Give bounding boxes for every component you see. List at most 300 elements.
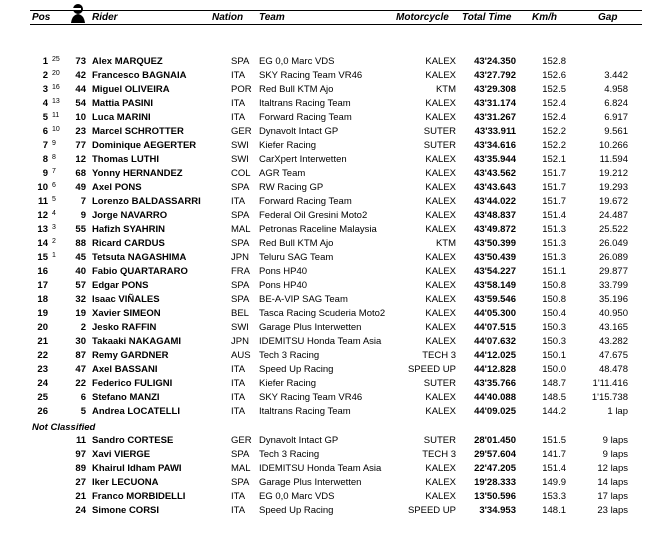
grid-position: 2: [52, 238, 56, 245]
table-row: [0, 476, 650, 490]
gap: 19.672: [598, 196, 628, 207]
nation: SPA: [231, 182, 250, 193]
motorcycle: SUTER: [423, 140, 456, 151]
table-row: [0, 405, 650, 419]
table-row: [0, 448, 650, 462]
table-row: [0, 349, 650, 363]
motorcycle: KALEX: [425, 280, 456, 291]
nation: GER: [231, 435, 252, 446]
rider-name: Jorge NAVARRO: [92, 210, 168, 221]
total-time: 43'34.616: [474, 140, 516, 151]
grid-position: 9: [52, 140, 56, 147]
speed-kmh: 151.7: [542, 196, 566, 207]
rider-number: 44: [75, 84, 86, 95]
speed-kmh: 152.2: [542, 126, 566, 137]
total-time: 44'40.088: [474, 392, 516, 403]
table-row: [0, 181, 650, 195]
team-name: RW Racing GP: [259, 182, 324, 193]
nation: MAL: [231, 463, 251, 474]
rider-number: 30: [75, 336, 86, 347]
total-time: 13'50.596: [474, 491, 516, 502]
rider-number: 27: [75, 477, 86, 488]
team-name: Kiefer Racing: [259, 378, 317, 389]
motorcycle: SUTER: [423, 126, 456, 137]
table-row: [0, 223, 650, 237]
rider-name: Luca MARINI: [92, 112, 151, 123]
team-name: EG 0,0 Marc VDS: [259, 491, 335, 502]
table-row: [0, 293, 650, 307]
motorcycle-rider-icon: [68, 3, 88, 25]
total-time: 43'50.439: [474, 252, 516, 263]
nation: SPA: [231, 238, 250, 249]
nation: ITA: [231, 364, 246, 375]
gap: 1'15.738: [591, 392, 628, 403]
rider-name: Iker LECUONA: [92, 477, 159, 488]
total-time: 43'50.399: [474, 238, 516, 249]
team-name: Red Bull KTM Ajo: [259, 238, 334, 249]
rider-number: 32: [75, 294, 86, 305]
rider-number: 7: [80, 196, 86, 207]
total-time: 43'43.562: [474, 168, 516, 179]
position: 24: [37, 378, 48, 389]
table-row: [0, 55, 650, 69]
rider-name: Francesco BAGNAIA: [92, 70, 187, 81]
motorcycle: SPEED UP: [407, 364, 456, 375]
nation: SWI: [231, 140, 249, 151]
gap: 19.212: [598, 168, 628, 179]
total-time: 44'12.828: [474, 364, 516, 375]
position: 14: [37, 238, 48, 249]
rider-number: 42: [75, 70, 86, 81]
speed-kmh: 152.6: [542, 70, 566, 81]
gap: 9.561: [604, 126, 628, 137]
speed-kmh: 151.7: [542, 182, 566, 193]
speed-kmh: 151.4: [542, 463, 566, 474]
rider-name: Alex MARQUEZ: [92, 56, 163, 67]
team-name: AGR Team: [259, 168, 306, 179]
team-name: Federal Oil Gresini Moto2: [259, 210, 368, 221]
team-name: Pons HP40: [259, 266, 308, 277]
rider-number: 10: [75, 112, 86, 123]
team-name: SKY Racing Team VR46: [259, 70, 363, 81]
speed-kmh: 150.8: [542, 280, 566, 291]
total-time: 43'58.149: [474, 280, 516, 291]
team-name: Pons HP40: [259, 280, 308, 291]
speed-kmh: 151.5: [542, 435, 566, 446]
motorcycle: KALEX: [425, 98, 456, 109]
rider-name: Marcel SCHROTTER: [92, 126, 184, 137]
nation: MAL: [231, 224, 251, 235]
rider-name: Axel PONS: [92, 182, 142, 193]
gap: 40.950: [598, 308, 628, 319]
gap: 33.799: [598, 280, 628, 291]
motorcycle: KTM: [435, 84, 456, 95]
motorcycle: KALEX: [425, 406, 456, 417]
motorcycle: TECH 3: [422, 449, 456, 460]
team-name: Petronas Raceline Malaysia: [259, 224, 377, 235]
rider-name: Andrea LOCATELLI: [92, 406, 180, 417]
position: 3: [42, 84, 48, 95]
nation: GER: [231, 126, 252, 137]
total-time: 43'33.911: [474, 126, 516, 137]
speed-kmh: 151.3: [542, 238, 566, 249]
nation: SWI: [231, 154, 249, 165]
motorcycle: KALEX: [425, 210, 456, 221]
position: 10: [37, 182, 48, 193]
gap: 6.824: [604, 98, 628, 109]
gap: 17 laps: [597, 491, 628, 502]
team-name: Tasca Racing Scuderia Moto2: [259, 308, 386, 319]
total-time: 43'24.350: [474, 56, 516, 67]
rider-number: 22: [75, 378, 86, 389]
gap: 24.487: [598, 210, 628, 221]
motorcycle: KALEX: [425, 168, 456, 179]
header-nation: Nation: [212, 12, 244, 23]
team-name: IDEMITSU Honda Team Asia: [259, 463, 382, 474]
grid-position: 11: [52, 112, 60, 119]
header-motorcycle: Motorcycle: [396, 12, 449, 23]
gap: 12 laps: [597, 463, 628, 474]
rider-name: Federico FULIGNI: [92, 378, 173, 389]
speed-kmh: 148.1: [542, 505, 566, 516]
position: 22: [37, 350, 48, 361]
rider-number: 97: [75, 449, 86, 460]
motorcycle: KTM: [435, 238, 456, 249]
position: 15: [37, 252, 48, 263]
table-row: [0, 321, 650, 335]
speed-kmh: 148.7: [542, 378, 566, 389]
table-row: [0, 111, 650, 125]
nation: ITA: [231, 491, 246, 502]
gap: 25.522: [598, 224, 628, 235]
table-row: [0, 504, 650, 518]
total-time: 44'05.300: [474, 308, 516, 319]
rider-number: 47: [75, 364, 86, 375]
nation: ITA: [231, 98, 246, 109]
rider-name: Ricard CARDUS: [92, 238, 165, 249]
rider-number: 12: [75, 154, 86, 165]
table-row: [0, 125, 650, 139]
speed-kmh: 151.7: [542, 168, 566, 179]
nation: POR: [231, 84, 252, 95]
gap: 9 laps: [602, 435, 628, 446]
motorcycle: KALEX: [425, 491, 456, 502]
motorcycle: KALEX: [425, 336, 456, 347]
grid-position: 16: [52, 84, 60, 91]
total-time: 3'34.953: [479, 505, 516, 516]
rider-number: 5: [80, 406, 86, 417]
motorcycle: KALEX: [425, 154, 456, 165]
total-time: 29'57.604: [474, 449, 516, 460]
speed-kmh: 150.4: [542, 308, 566, 319]
nation: SWI: [231, 322, 249, 333]
table-row: [0, 335, 650, 349]
motorcycle: KALEX: [425, 182, 456, 193]
nation: SPA: [231, 56, 250, 67]
motorcycle: KALEX: [425, 266, 456, 277]
team-name: IDEMITSU Honda Team Asia: [259, 336, 382, 347]
gap: 1 lap: [607, 406, 628, 417]
rider-number: 24: [75, 505, 86, 516]
speed-kmh: 151.1: [542, 266, 566, 277]
total-time: 44'07.632: [474, 336, 516, 347]
team-name: Speed Up Racing: [259, 505, 334, 516]
rider-number: 68: [75, 168, 86, 179]
team-name: Speed Up Racing: [259, 364, 334, 375]
position: 26: [37, 406, 48, 417]
motorcycle: KALEX: [425, 308, 456, 319]
rider-number: 45: [75, 252, 86, 263]
speed-kmh: 150.8: [542, 294, 566, 305]
rider-number: 11: [75, 435, 86, 446]
gap: 11.594: [599, 154, 628, 165]
rider-name: Mattia PASINI: [92, 98, 154, 109]
header-total-time: Total Time: [462, 12, 512, 23]
rider-name: Khairul Idham PAWI: [92, 463, 182, 474]
gap: 29.877: [598, 266, 628, 277]
rider-name: Thomas LUTHI: [92, 154, 160, 165]
rider-number: 9: [80, 210, 86, 221]
motorcycle: TECH 3: [422, 350, 456, 361]
rider-number: 2: [80, 322, 86, 333]
speed-kmh: 148.5: [542, 392, 566, 403]
team-name: Garage Plus Interwetten: [259, 477, 362, 488]
header-rider: Rider: [92, 12, 118, 23]
table-row: [0, 97, 650, 111]
nation: BEL: [231, 308, 249, 319]
motorcycle: KALEX: [425, 477, 456, 488]
rider-number: 49: [75, 182, 86, 193]
gap: 4.958: [604, 84, 628, 95]
motorcycle: KALEX: [425, 322, 456, 333]
motorcycle: KALEX: [425, 196, 456, 207]
gap: 10.266: [598, 140, 628, 151]
nation: ITA: [231, 196, 246, 207]
grid-position: 25: [52, 56, 60, 63]
rider-number: 19: [75, 308, 86, 319]
gap: 43.282: [598, 336, 628, 347]
speed-kmh: 150.3: [542, 336, 566, 347]
rider-name: Miguel OLIVEIRA: [92, 84, 170, 95]
table-row: [0, 434, 650, 448]
not-classified-label: Not Classified: [32, 422, 96, 433]
rider-number: 77: [75, 140, 86, 151]
nation: JPN: [231, 336, 249, 347]
grid-position: 20: [52, 70, 60, 77]
table-row: [0, 462, 650, 476]
position: 6: [42, 126, 48, 137]
table-row: [0, 69, 650, 83]
table-row: [0, 237, 650, 251]
position: 11: [37, 196, 48, 207]
speed-kmh: 151.3: [542, 252, 566, 263]
table-row: [0, 265, 650, 279]
nation: SPA: [231, 294, 250, 305]
nation: ITA: [231, 392, 246, 403]
header-pos: Pos: [32, 12, 51, 23]
speed-kmh: 152.8: [542, 56, 566, 67]
motorcycle: KALEX: [425, 252, 456, 263]
gap: 26.089: [598, 252, 628, 263]
total-time: 44'09.025: [474, 406, 516, 417]
header-kmh: Km/h: [532, 12, 557, 23]
gap: 3.442: [604, 70, 628, 81]
speed-kmh: 152.4: [542, 98, 566, 109]
rider-name: Yonny HERNANDEZ: [92, 168, 183, 179]
rider-name: Xavi VIERGE: [92, 449, 151, 460]
header-bottom-rule: [30, 24, 642, 25]
speed-kmh: 152.2: [542, 140, 566, 151]
total-time: 43'27.792: [474, 70, 516, 81]
grid-position: 6: [52, 182, 56, 189]
grid-position: 3: [52, 224, 56, 231]
header-team: Team: [259, 12, 285, 23]
nation: ITA: [231, 406, 246, 417]
team-name: Dynavolt Intact GP: [259, 435, 339, 446]
grid-position: 4: [52, 210, 56, 217]
motorcycle: KALEX: [425, 112, 456, 123]
nation: SPA: [231, 210, 250, 221]
gap: 19.293: [598, 182, 628, 193]
position: 19: [37, 308, 48, 319]
rider-number: 21: [75, 491, 86, 502]
header-gap: Gap: [598, 12, 618, 23]
team-name: SKY Racing Team VR46: [259, 392, 363, 403]
position: 17: [37, 280, 48, 291]
team-name: EG 0,0 Marc VDS: [259, 56, 335, 67]
rider-name: Tetsuta NAGASHIMA: [92, 252, 187, 263]
position: 13: [37, 224, 48, 235]
rider-number: 55: [75, 224, 86, 235]
rider-number: 40: [75, 266, 86, 277]
rider-name: Isaac VIÑALES: [92, 294, 160, 305]
position: 7: [42, 140, 48, 151]
position: 4: [42, 98, 48, 109]
rider-name: Dominique AEGERTER: [92, 140, 197, 151]
speed-kmh: 153.3: [542, 491, 566, 502]
nation: ITA: [231, 112, 246, 123]
team-name: BE-A-VIP SAG Team: [259, 294, 348, 305]
total-time: 43'35.766: [474, 378, 516, 389]
motorcycle: KALEX: [425, 224, 456, 235]
total-time: 44'12.025: [474, 350, 516, 361]
speed-kmh: 150.3: [542, 322, 566, 333]
speed-kmh: 150.1: [542, 350, 566, 361]
rider-name: Stefano MANZI: [92, 392, 160, 403]
table-row: [0, 279, 650, 293]
total-time: 43'48.837: [474, 210, 516, 221]
gap: 35.196: [598, 294, 628, 305]
total-time: 44'07.515: [474, 322, 516, 333]
table-row: [0, 83, 650, 97]
rider-name: Takaaki NAKAGAMI: [92, 336, 182, 347]
motorcycle: SPEED UP: [407, 505, 456, 516]
gap: 43.165: [598, 322, 628, 333]
rider-name: Franco MORBIDELLI: [92, 491, 186, 502]
position: 20: [37, 322, 48, 333]
total-time: 43'59.546: [474, 294, 516, 305]
total-time: 43'54.227: [474, 266, 516, 277]
rider-name: Lorenzo BALDASSARRI: [92, 196, 201, 207]
speed-kmh: 151.4: [542, 210, 566, 221]
speed-kmh: 144.2: [542, 406, 566, 417]
rider-name: Edgar PONS: [92, 280, 149, 291]
table-row: [0, 139, 650, 153]
nation: ITA: [231, 505, 246, 516]
team-name: Italtrans Racing Team: [259, 406, 351, 417]
nation: SPA: [231, 477, 250, 488]
rider-number: 88: [75, 238, 86, 249]
table-row: [0, 363, 650, 377]
motorcycle: KALEX: [425, 392, 456, 403]
gap: 14 laps: [597, 477, 628, 488]
rider-name: Xavier SIMEON: [92, 308, 161, 319]
rider-name: Jesko RAFFIN: [92, 322, 157, 333]
grid-position: 13: [52, 98, 60, 105]
position: 18: [37, 294, 48, 305]
team-name: Kiefer Racing: [259, 140, 317, 151]
total-time: 43'31.174: [474, 98, 516, 109]
grid-position: 7: [52, 168, 56, 175]
speed-kmh: 150.0: [542, 364, 566, 375]
team-name: Tech 3 Racing: [259, 449, 320, 460]
total-time: 22'47.205: [474, 463, 516, 474]
rider-number: 54: [75, 98, 86, 109]
total-time: 43'29.308: [474, 84, 516, 95]
total-time: 43'35.944: [474, 154, 516, 165]
speed-kmh: 149.9: [542, 477, 566, 488]
team-name: Italtrans Racing Team: [259, 98, 351, 109]
team-name: Forward Racing Team: [259, 112, 352, 123]
speed-kmh: 141.7: [542, 449, 566, 460]
team-name: Tech 3 Racing: [259, 350, 320, 361]
table-row: [0, 209, 650, 223]
nation: COL: [231, 168, 251, 179]
team-name: CarXpert Interwetten: [259, 154, 347, 165]
table-row: [0, 195, 650, 209]
rider-name: Sandro CORTESE: [92, 435, 174, 446]
nation: JPN: [231, 252, 249, 263]
team-name: Teluru SAG Team: [259, 252, 334, 263]
table-row: [0, 167, 650, 181]
rider-number: 87: [75, 350, 86, 361]
motorcycle: KALEX: [425, 294, 456, 305]
grid-position: 8: [52, 154, 56, 161]
team-name: Dynavolt Intact GP: [259, 126, 339, 137]
gap: 6.917: [604, 112, 628, 123]
rider-number: 6: [80, 392, 86, 403]
nation: SPA: [231, 280, 250, 291]
team-name: Red Bull KTM Ajo: [259, 84, 334, 95]
nation: SPA: [231, 449, 250, 460]
grid-position: 10: [52, 126, 60, 133]
total-time: 43'44.022: [474, 196, 516, 207]
rider-number: 57: [75, 280, 86, 291]
rider-number: 89: [75, 463, 86, 474]
total-time: 28'01.450: [474, 435, 516, 446]
nation: AUS: [231, 350, 251, 361]
rider-name: Remy GARDNER: [92, 350, 169, 361]
position: 16: [37, 266, 48, 277]
header-top-rule: [30, 10, 642, 11]
team-name: Forward Racing Team: [259, 196, 352, 207]
speed-kmh: 152.5: [542, 84, 566, 95]
gap: 26.049: [598, 238, 628, 249]
gap: 48.478: [598, 364, 628, 375]
speed-kmh: 152.4: [542, 112, 566, 123]
total-time: 43'49.872: [474, 224, 516, 235]
table-row: [0, 307, 650, 321]
